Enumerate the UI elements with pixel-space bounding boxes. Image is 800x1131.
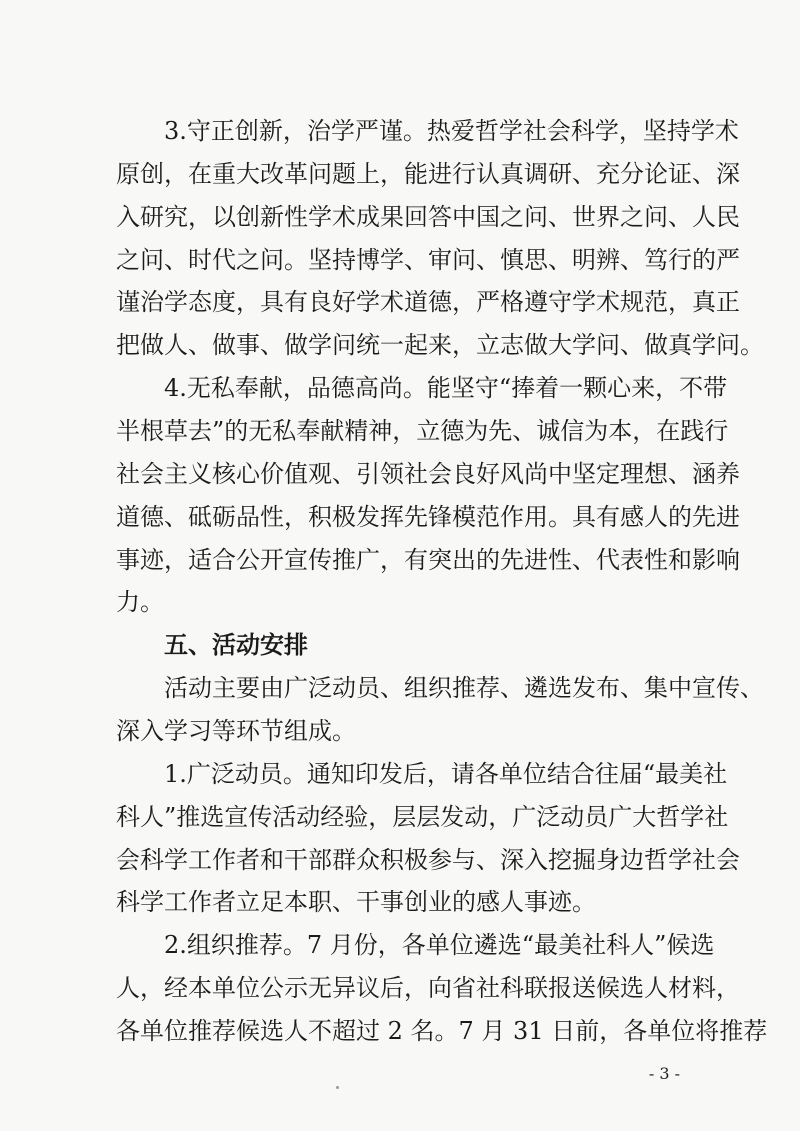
paragraph-line: 1.广泛动员。通知印发后，请各单位结合往届“最美社 [164,760,728,788]
paragraph-line: 社会主义核心价值观、引领社会良好风尚中坚定理想、涵养 [116,460,740,488]
paragraph-line: 之问、时代之问。坚持博学、审问、慎思、明辨、笃行的严 [116,246,740,274]
paragraph-line: 道德、砥砺品性，积极发挥先锋模范作用。具有感人的先进 [116,503,740,531]
paragraph-line: 谨治学态度，具有良好学术道德，严格遵守学术规范，真正 [116,288,740,316]
paragraph-line: 原创，在重大改革问题上，能进行认真调研、充分论证、深 [116,160,740,188]
paragraph-line: 4.无私奉献，品德高尚。能坚守“捧着一颗心来，不带 [164,374,728,402]
section-heading: 五、活动安排 [164,631,308,659]
paragraph-line: 2.组织推荐。7 月份，各单位遴选“最美社科人”候选 [164,931,715,959]
paragraph-line: 人，经本单位公示无异议后，向省社科联报送候选人材料， [116,974,740,1002]
paragraph-line: 入研究，以创新性学术成果回答中国之问、世界之问、人民 [116,203,740,231]
paragraph-line: 把做人、做事、做学问统一起来，立志做大学问、做真学问。 [116,331,764,359]
scan-speck [336,1086,339,1089]
paragraph-line: 各单位推荐候选人不超过 2 名。7 月 31 日前，各单位将推荐 [116,1017,768,1045]
paragraph-line: 半根草去”的无私奉献精神，立德为先、诚信为本，在践行 [116,417,729,445]
paragraph-line: 会科学工作者和干部群众积极参与、深入挖掘身边哲学社会 [116,846,740,874]
paragraph-line: 科人”推选宣传活动经验，层层发动，广泛动员广大哲学社 [116,803,729,831]
paragraph-line: 科学工作者立足本职、干事创业的感人事迹。 [116,888,596,916]
paragraph-line: 力。 [116,588,164,616]
paragraph-line: 3.守正创新，治学严谨。热爱哲学社会科学，坚持学术 [164,117,739,145]
paragraph-line: 活动主要由广泛动员、组织推荐、遴选发布、集中宣传、 [164,674,764,702]
page-number: - 3 - [648,1064,680,1083]
paragraph-line: 深入学习等环节组成。 [116,717,356,745]
paragraph-line: 事迹，适合公开宣传推广，有突出的先进性、代表性和影响 [116,546,740,574]
